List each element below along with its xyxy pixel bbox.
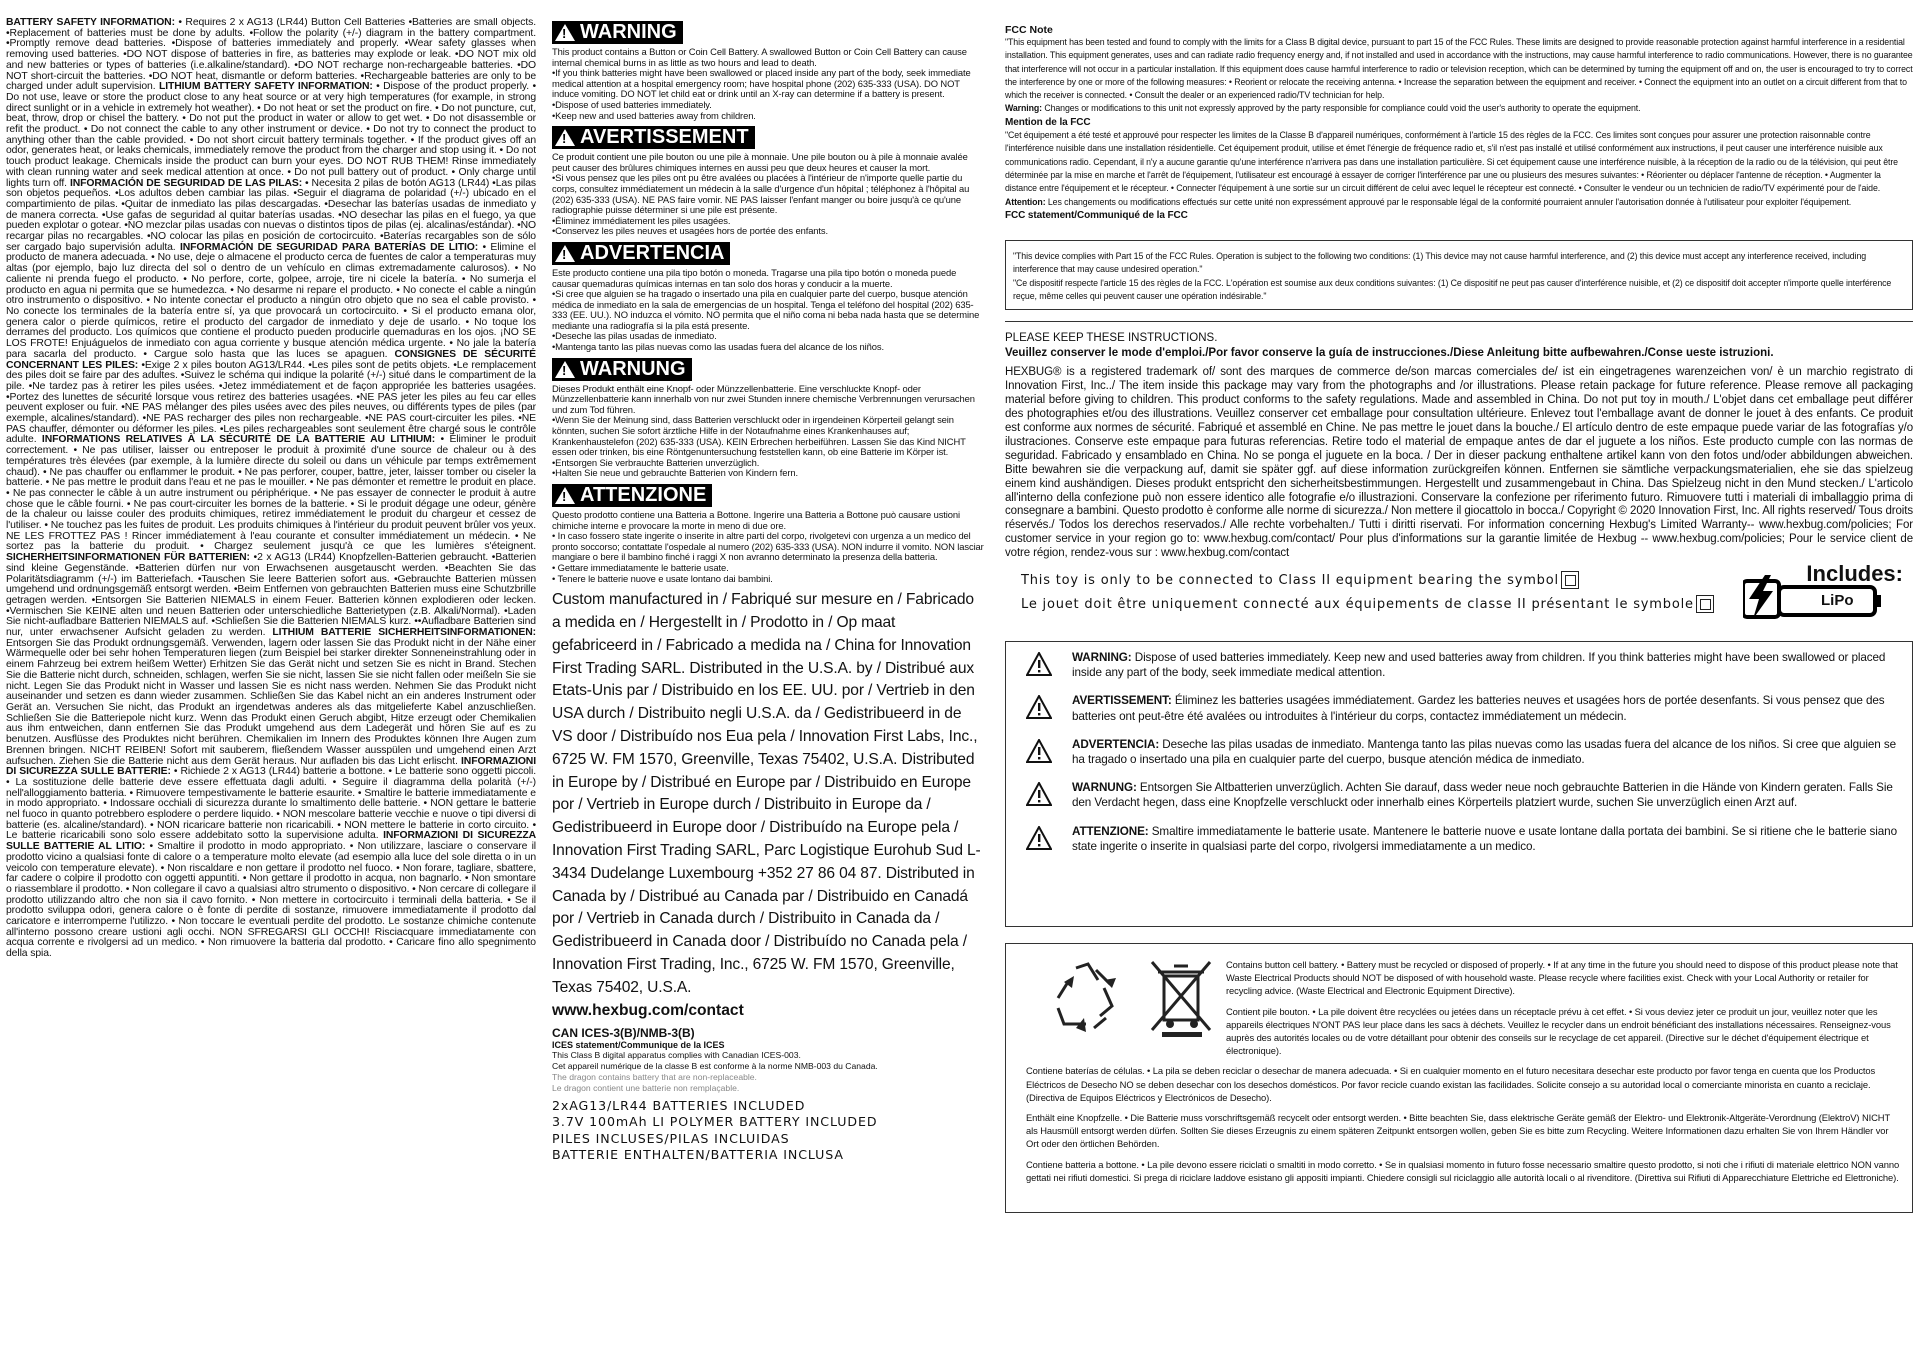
recycling-icons (1046, 958, 1216, 1038)
warning-title: ATTENZIONE (580, 484, 707, 506)
warning-label: ATTENZIONE: (1072, 824, 1149, 838)
safety-text: • Éliminer le produit correctement. • Ne pas utiliser, laisser ou entreposer le produit à proximité d'une source de chaleur ou à des températures très élevées (par exemple, à la lumière directe du soleil ou dans un véhicule par temps extrêmement chaud). • Ne pas chauffer ou enflammer le produit. • Ne pas perforer, couper, battre, jeter, laisser tomber ou ciseler la batterie. • Ne pas mettre le produit dans l'eau et ne pas le mouiller. • Ne pas démonter et remettre le produit en place. • Ne pas connecter le câble à un autre instrument ou périphérique. • Ne pas essayer de connecter le produit à autre chose que le câble fourni. • Ne pas court-circuiter les bornes de la batterie. • Si le produit dégage une odeur, génère de la chaleur ou laisse couler des produits chimiques, retirez immédiatement le produit du chargeur et cessez de l'utiliser. • Ne touchez pas les fuites de produit. Les produits chimiques à l'intérieur du produit peuvent brûler vos yeux. NE LES FROTTEZ PAS ! Rincer immédiatement à l'eau courante et consulter immédiatement un médecin. • Ne sortez pas la batterie du produit. • Chargez seulement jusqu'à ce que les lumières s'éteignent. (6, 434, 536, 553)
fcc-note-title: FCC Note (1005, 24, 1053, 36)
warnings-list (552, 21, 984, 584)
warning-row (1016, 693, 1902, 723)
warning-heading (552, 242, 730, 265)
warning-line: •Deseche las pilas usadas de inmediato. (552, 330, 717, 342)
warning-line: •Entsorgen Sie verbrauchte Batterien unverzüglich. (552, 456, 760, 468)
warning-title: ADVERTENCIA (580, 241, 725, 264)
manufacture-info: Custom manufactured in / Fabriqué sur mesure en / Fabricado a medida en / Hergestellt in / Prodotto in / Op maat gefabriceerd in / Fabricado a medida na / China for Innovation First Trading SARL. Distributed in the U.S.A. by / Distribué aux Etats-Unis par / Distribuido en los EE. UU. por / Vertrieb in den USA durch / Distribuito negli U.S.A. da / Gedistribueerd in de VS door / Distribuído nos Eua pela / Innovation First Labs, Inc., 6725 W. FM 1570, Greenville, Texas 75402, U.S.A. Distributed in Europe by / Distribué en Europe par / Distribuido en Europe por / Vertrieb in Europe durch / Distribuito in Europe da / Gedistribueerd in Europe door / Distribuído na Europe pela / Innovation First Trading SARL, Parc Logistique Eurohub Sud L-3434 Dudelange Luxembourg +352 27 86 04 87. Distributed in Canada by / Distribué au Canada par / Distribuido en Canadá por / Vertrieb in Canada durch / Distribuito in Canada da / Gedistribueerd in Canada door / Distribuído no Canada pela / Innovation First Trading, Inc., 6725 W. FM 1570, Greenville, Texas 75402, U.S.A. (552, 591, 981, 996)
fcc-statement-title: FCC statement/Communiqué de la FCC (1005, 209, 1188, 221)
warning-label: WARNING: (1072, 651, 1132, 665)
warning-body (552, 384, 984, 479)
safety-text: Entsorgen Sie das Produkt ordnungsgemäß. Verwenden, lagern oder lassen Sie das Produkt nicht in der Nähe einer Wärmequelle oder bei sehr hohen Temperaturen liegen (zum Beispiel bei starker direkter Sonneneinstrahlung oder in einem Fahrzeug bei extrem heißem Wetter) Erhitzen Sie das Gerät nicht und setzen Sie es nicht in Brand. Stechen Sie die Batterie nicht durch, schneiden, schlagen, werfen Sie sie nicht, lassen Sie sie nicht fallen oder meißeln Sie sie nicht. Legen Sie das Produkt nicht in Wasser und lassen Sie es nicht nass werden. Nehmen Sie das Produkt nicht auseinander und setzen es dann wieder zusammen. Schließen Sie das Kabel nicht an ein anderes Instrument oder Gerät an. Versuchen Sie nicht, das Produkt an irgendetwas anderes als das mitgelieferte Kabel anzuschließen. Schließen Sie die Batteriepole nicht kurz. Wenn das Produkt einen Geruch abgibt, Hitze erzeugt oder Chemikalien aus ihm entweichen, dann entfernen Sie das Produkt umgehend aus dem Ladegerät und hören Sie auf es zu benutzen. Ausflüsse des Produktes nicht berühren. Chemikalien im Innern des Produktes können Ihre Augen zum Brennen bringen. NICHT REIBEN! Sofort mit sauberem, fließendem Wasser ausspülen und umgehend einen Arzt aufsuchen. Ziehen Sie die Batterie nicht aus dem Gerät heraus. Nur aufladen bis das Licht erlischt. (6, 637, 536, 767)
warning-line: •Mantenga tanto las pilas nuevas como las usadas fuera del alcance de los niños. (552, 341, 884, 353)
warning-message: Entsorgen Sie Altbatterien unverzüglich. Achten Sie darauf, dass weder neue noch gebrauchte Batterien in die Hände von Kindern geraten. Falls Sie den Verdacht hegen, dass eine Knopfzelle verschluckt oder innerhalb eines Körperteils platziert wurde, suchen Sie unverzüglich einen Arzt auf. (1072, 781, 1893, 810)
warning-heading (552, 484, 712, 507)
class2-en-text: This toy is only to be connected to Class II equipment bearing the symbol (1021, 572, 1559, 588)
safety-heading: LITHIUM BATTERY SAFETY INFORMATION: (158, 81, 373, 93)
class2-symbol-icon (1561, 571, 1579, 589)
keep-instructions-title: PLEASE KEEP THESE INSTRUCTIONS. (1005, 332, 1218, 345)
fcc-statement-en: "This device complies with Part 15 of the FCC Rules. Operation is subject to the following two conditions: (1) This device may not cause harmful interference, and (2) this device must accept any interference received, including interference that may cause undesired operation." (1013, 251, 1867, 275)
warning-title: WARNUNG (580, 357, 686, 380)
keep-instructions-sub: Veuillez conserver le mode d'emploi./Por favor conserve la guía de instrucciones./Diese Anleitung bitte aufbewahren./Conse ueste istruzioni. (1005, 347, 1774, 360)
fcc-warning-text: Changes or modifications to this unit not expressly approved by the party responsible for compliance could void the user's authority to operate the equipment. (1042, 103, 1641, 114)
battery-included-line: BATTERIE ENTHALTEN/BATTERIA INCLUSA (552, 1147, 844, 1163)
warning-text (1072, 650, 1902, 680)
ices-heading: CAN ICES-3(B)/NMB-3(B) (552, 1025, 695, 1040)
warning-line: •If you think batteries might have been swallowed or placed inside any part of the body, seek immediate medical attention at a hospital emergency room; have hospital phone (202) 635-333 (USA). DO NOT induce vomiting. DO NOT let child eat or drink until an X-ray can determine if a battery is present. (552, 67, 971, 100)
recycling-box (1005, 943, 1913, 1213)
battery-safety-text (6, 18, 536, 960)
warning-title: WARNING (580, 21, 677, 43)
safety-text: • Elimine el producto de manera adecuada. • No use, deje o almacene el producto cerca de fuentes de calor a temperaturas muy altas (por ejemplo, bajo luz directa del sol o dentro de un vehículo en climas extremadamente calurosos). • No caliente ni prenda fuego el producto. • No perfore, corte, golpee, arroje, tire ni cicele la batería. • No sumerja el producto en agua ni permita que se humedezca. • No desarme ni repare el producto. • No conecte el cable a ningún otro instrumento o dispositivo. • No intente conectar el producto a ningún otro objeto que no sea el cable provisto. • No conecte los terminales de la batería entre sí, ya que provocará un cortocircuito. • Si el producto emana olor, genera calor o pierde químicos, retire el producto del cargador de inmediato y deje de usarlo. • No toque los derrames del producto. Los químicos que contiene el producto pueden producirle quemaduras en los ojos. ¡NO SE LOS FROTE! Enjuáguelos de inmediato con agua corriente y busque atención médica urgente. • No jale la batería para sacarla del producto. • Cargue solo hasta que las luces se apaguen. (6, 241, 536, 360)
safety-heading: INFORMAZIONI DI SICUREZZA SULLE BATTERIE: (6, 755, 536, 778)
includes-label: Includes: (1806, 561, 1903, 587)
warning-line: Ce produit contient une pile bouton ou une pile à monnaie. Une pile bouton ou à pile à monnaie avalée peut causer des brûlures chimiques internes en aussi peu que deux heures et causer la mort. (552, 151, 968, 173)
warnings-column (552, 18, 984, 1348)
warning-row (1016, 737, 1902, 767)
safety-text: • Requires 2 x AG13 (LR44) Button Cell Batteries •Batteries are small objects. •Replacement of batteries must be done by adults. •Follow the polarity (+/-) diagram in the battery compartment. •Promptly remove dead batteries. •Dispose of batteries immediately and properly. •Wear safety glasses when removing used batteries. •DO NOT dispose of batteries in fire, as batteries may explode or leak. •DO NOT mix old and new batteries or types of batteries (i.e.alkaline/standard). •DO NOT recharge non-rechargeable batteries. •DO NOT short-circuit the batteries. •DO NOT heat, dismantle or deform batteries. •Rechargeable batteries are only to be charged under adult supervision. (6, 18, 536, 93)
warning-line: Dieses Produkt enthält eine Knopf- oder Münzzellenbatterie. Eine verschluckte Knopf- oder Münzzellenbatterie kann innerhalb von nur zwei Stunden innere chemische Verbrennungen verursachen und zum Tod führen. (552, 382, 975, 415)
warning-text (1072, 693, 1902, 723)
warning-line: Este producto contiene una pila tipo botón o moneda. Tragarse una pila tipo botón o moneda puede causar quemaduras químicas internas en tan solo dos horas y conducir a la muerte. (552, 266, 957, 289)
fcc-attention-label: Attention: (1005, 196, 1046, 207)
class2-fr-text: Le jouet doit être uniquement connecté aux équipements de classe II présentant le symbole (1021, 596, 1694, 612)
safety-heading: INFORMAZIONI DI SICUREZZA SULLE BATTERIE AL LITIO: (6, 830, 536, 853)
recycling-paragraph: Contains button cell battery. • Battery must be recycled or disposed of properly. • If at any time in the future you should need to dispose of this product please note that Waste Electrical Products should NOT be disposed of with household waste. Please recycle where facilities exist. Check with your Local Authority or retailer for recycling advice. (Waste Electrical and Electronic Equipment Directive). (1226, 959, 1898, 997)
ices-line: Cet appareil numérique de la classe B est conforme à la norme NMB-003 du Canada. (552, 1060, 878, 1071)
warning-row (1016, 780, 1902, 810)
fcc-statement-box (1005, 240, 1913, 310)
battery-safety-column (6, 18, 536, 1348)
warning-line: •Si vous pensez que les piles ont pu être avalées ou placées à l'intérieur de n'importe quelle partie du corps, consultez immédiatement un médecin à la salle d'urgence d'un hôpital ; téléphonez à l'hôpital au (202) 635-333 (USA). NE PAS faire vomir. NE PAS laisser l'enfant manger ou boire jusqu'à ce qu'une radiographie puisse déterminer si une pile est présente. (552, 172, 970, 216)
battery-warning-box (1005, 641, 1913, 927)
warning-label: ADVERTENCIA: (1072, 737, 1160, 751)
warning-line: Questo prodotto contiene una Batteria a Bottone. Ingerire una Batteria a Bottone può causare ustioni chimiche interne e provocare la morte in meno di due ore. (552, 509, 960, 531)
warning-title: AVERTISSEMENT (580, 126, 749, 149)
weee-bin-icon (1146, 958, 1216, 1038)
warning-row (1016, 650, 1902, 680)
safety-heading: SICHERHEITSINFORMATIONEN FÜR BATTERIEN: (6, 552, 250, 564)
warning-line: This product contains a Button or Coin Cell Battery. A swallowed Button or Coin Cell Battery can cause internal chemical burns in as little as two hours and lead to death. (552, 46, 967, 68)
warning-line: •Dispose of used batteries immediately. (552, 98, 712, 110)
safety-heading: INFORMATIONS RELATIVES À LA SÉCURITÉ DE LA BATTERIE AU LITHIUM: (41, 434, 436, 446)
lipo-label: LiPo (1821, 592, 1854, 610)
regulatory-column (1005, 18, 1913, 1348)
ices-line: This Class B digital apparatus complies with Canadian ICES-003. (552, 1049, 801, 1060)
safety-heading: LITHIUM BATTERIE SICHERHEITSINFORMATIONEN: (272, 627, 536, 639)
warning-text (1072, 824, 1902, 854)
fcc-mention-title: Mention de la FCC (1005, 116, 1091, 128)
recycling-paragraph: Contiene baterías de células. • La pila se deben reciclar o desechar de manera adecuada. • Si en cualquier momento en el futuro necesitara desechar este producto por favor tenga en cuenta que los Productos Eléctricos de Desecho NO se deben desechar con los desechos domésticos. Por favor recicle cuando existan las facilidades. Solicite consejo a su autoridad local o comerciante minorista en cuanto a reciclaje. (Directiva de Equipos Eléctricos y Electrónicos de Desecho). (1026, 1065, 1876, 1103)
fcc-warning-label: Warning: (1005, 103, 1042, 114)
warning-message: Éliminez les batteries usagées immédiatement. Gardez les batteries neuves et usagées hors de portée desenfants. Si vous pensez que des batteries ont peut-être été avalées ou introduites à l'intérieur du corps, contactez immédiatement un médecin. (1072, 694, 1885, 723)
safety-heading: BATTERY SAFETY INFORMATION: (6, 18, 175, 28)
trademark-text: HEXBUG® is a registered trademark of/ sont des marques de commerce de/son marcas comerciales de/ ist ein eingetragenes warenzeichen von/ è un marchio registrato di Innovation First, Inc../ The item inside this package may vary from the photographs and /or illustrations. Please retain package for future reference. Please remove all packaging material before giving to children. This product conforms to the safety regulations. Made and assembled in China. Do not put toy in mouth./ L'objet dans cet emballage peut différer des photographies et/ou des illustrations. Veuillez conserver cet emballage pour consultation ultérieure. Enlevez tout l'emballage avant de donner le jouet à des enfants. Ce produit est conforme aux normes de sécurité. Fabriqué et assemblé en Chine. Ne pas mettre le jouet dans la bouche./ El artículo dentro de este empaque puede variar de las fotografías y/o ilustraciones. Conserve este empaque para futuras referencias. Retire todo el material de empaque antes de dar el juguete a los niños. Este producto cumple con las normas de seguridad. Fabricado y ensamblado en China. No se ponga el juguete en la boca. / Der in dieser packung enthaltene artikel kann von den fotos und/oder abbildungen abweichen. Bitte bewahren sie die verpackung auf, damit sie später ggf. auf diese information zurückgreifen können. Entfernen sie sämtliche verpackungsmaterialien, ehe sie das spielzeug einem kind aushändigen. Dieses produkt entspricht den sicherheitsbestimmungen. Hergestellt und zusammengebaut in China. Das Spielzeug nicht in den Mund stecken./ L'articolo all'interno della confezione può non essere identico alle fotografie e/o illustrazioni. Conservare la confezione per riferimento futuro. Rimuovere tutti i materiali di imballaggio prima di consegnare a bambini. Questo prodotto è conforme alle norme di sicurezza./ Non mettere il giocattolo in bocca./ Copyright © 2020 Innovation First, Inc. All rights reserved/ Tous droits réservés./ Todos los derechos reservados./ Alle rechte vorbehalten./ Tutti i diritti riservati. For information concerning Hexbug's Limited Warranty-- www.hexbug.com/policies; For customer service in your region go to: www.hexbug.com/contact/ Pour plus d'informations sur la garantie limitée de Hexbug -- www.hexbug.com/policies; Pour le service client de votre région, rendez-vous sur : www.hexbug.com/contact (1005, 366, 1913, 560)
recycling-paragraph: Enthält eine Knopfzelle. • Die Batterie muss vorschriftsgemäß recycelt oder entsorgt werden. • Bitte beachten Sie, dass elektrische Geräte gemäß der Elektro- und Elektronik-Altgeräte-Verordnung (ElektroV) NICHT als Hausmüll entsorgt werden dürfen. Sollten Sie dieses Erzeugnis zu einem späteren Zeitpunkt entsorgen wollen, geben Sie es bitte zum Recycling. Weitere Informationen dazu erhalten Sie von Ihrem Händler vor Ort oder den örtlichen Behörden. (1026, 1112, 1890, 1150)
safety-text: • Smaltire il prodotto in modo appropriato. • Non utilizzare, lasciare o conservare il prodotto vicino a qualsiasi fonte di calore o a temperature molto elevate (ad esempio alla luce del sole diretta o in un veicolo con temperature elevate). • Non riscaldare e non gettare il prodotto nel fuoco. • Non forare, tagliare, sbattere, far cadere o colpire il prodotto con oggetti appuntiti. • Non gettare il prodotto in acqua, non bagnarlo. • Non smontare o riassemblare il prodotto. • Non collegare il cavo a qualsiasi altro strumento o dispositivo. • Non cercare di collegare il prodotto utilizzando altro che non sia il cavo fornito. • Non mettere in cortocircuito i terminali della batteria. • Se il prodotto sviluppa odori, genera calore o è fonte di perdite di sostanze, rimuovere immediatamente il prodotto dal caricatore e interromperne l'utilizzo. • Non toccare le eventuali perdite del prodotto. Le sostanze chimiche contenute all'interno possono creare ustioni agli occhi. NON SFREGARSI GLI OCCHI! Risciacquare immediatamente con acqua corrente e rivolgersi ad un medico. • Non rimuovere la batteria dal prodotto. • Caricare fino allo spegnimento della spia. (6, 841, 536, 960)
contact-url[interactable]: www.hexbug.com/contact (552, 1001, 744, 1019)
recycling-paragraph: Contiene batteria a bottone. • La pile devono essere riciclati o smaltiti in modo corretto. • Se in qualsiasi momento in futuro fosse necessario smaltire questo prodotto, si noti che i rifiuti di materiale elettrico NON vanno gettati nei rifiuti domestici. Si prega di riciclare laddove esistano gli appositi impianti. Chiedere consigli sul riciclaggio alle autorità locali o al rivenditore. (Direttiva sui Rifiuti di Apparecchiature Elettriche ed Elettroniche). (1026, 1158, 1900, 1183)
safety-text: • Richiede 2 x AG13 (LR44) batterie a bottone. • Le batterie sono oggetti piccoli. • La sostituzione delle batterie deve essere effettuata dagli adulti. • Seguire il diagramma della polarità (+/-) nell'alloggiamento batteria. • Rimuovere tempestivamente le batterie esaurite. • Smaltire le batterie immediatamente e in modo appropriato. • Indossare occhiali di sicurezza durante lo smaltimento delle batterie. • NON gettare le batterie nel fuoco in quanto potrebbero esplodere o perdere liquido. • NON mescolare batterie vecchie e nuove o tipi diversi di batterie (es. alcaline/standard). • NON ricaricare batterie non ricaricabili. • NON mettere le batterie in corto circuito. • Le batterie ricaricabili sono solo essere addebitato sotto la supervisione adulta. (6, 766, 536, 842)
recycle-icon (1046, 958, 1126, 1036)
warning-body (552, 268, 984, 353)
warning-line: •Si cree que alguien se ha tragado o insertado una pila en cualquier parte del cuerpo, busque atención médica de inmediato en la sala de emergencias de un hospital. Tenga el teléfono del hospital (202) 635-333 (EE. UU.). NO induzca el vómito. NO permita que el niño coma ni beba nada hasta que se determine mediante una radiografía si la pila está presente. (552, 288, 980, 331)
warning-message: Deseche las pilas usadas de inmediato. Mantenga tanto las pilas nuevas como las usadas fuera del alcance de los niños. Si cree que alguien se ha tragado o insertado una pila en cualquier parte del cuerpo, busque atención médica de inmediato. (1072, 737, 1896, 767)
safety-text: •2 x AG13 (LR44) Knopfzellen-Batterien gebraucht. •Batterien sind kleine Gegenstände. •Batterien dürfen nur von Erwachsenen ausgetauscht werden. •Beachten Sie das Polaritätsdiagramm (+/-) im Batteriefach. •Tauschen Sie leere Batterien sofort aus. •Gebrauchte Batterien müssen umgehend und ordnungsgemäß entsorgt werden. •Beim Entfernen von gebrauchten Batterien muss eine Schutzbrille getragen werden. •Entsorgen Sie Batterien NIEMALS in einem Feuer. Batterien können explodieren oder lecken. •Vermischen Sie KEINE alten und neuen Batterien oder unterschiedliche Batterietypen (z.B. Alkali/Normal). •Laden Sie nicht-aufladbare Batterien NIEMALS auf. •Schließen Sie die Batterien NIEMALS kurz. ••Aufladbare Batterien sind nur, unter erwachsener Aufsicht geladen zu werden. (6, 552, 536, 639)
class2-row (1005, 561, 1913, 629)
warning-heading (552, 21, 683, 44)
battery-note: Le dragon contient une batterie non remplaçable. (552, 1082, 740, 1093)
battery-included-line: 2xAG13/LR44 BATTERIES INCLUDED (552, 1097, 806, 1113)
warning-triangle-icon (555, 487, 575, 504)
warning-line: •Éliminez immédiatement les piles usagées. (552, 214, 731, 226)
warning-line: • In caso fossero state ingerite o inserite in altre parti del corpo, rivolgetevi con urgenza a un medico del pronto soccorso; contattate l'ospedale al numero (202) 635-333 (USA). NON indurre il vomito. NON lasciar mangiare o bere il bambino finché i raggi X non avranno determinato la presenza della batteria. (552, 530, 984, 563)
warning-line: • Gettare immediatamente le batterie usate. (552, 561, 729, 573)
safety-text: •Exige 2 x piles bouton AG13/LR44. •Les piles sont de petits objets. •Le remplacement des piles doit se faire par des adultes. •Suivez le schéma qui indique la polarité (+/-) situé dans le compartiment de la pile. •Ne tardez pas à retirer les piles usées. •Jetez immédiatement et de façon appropriée les batteries usagées. •Portez des lunettes de sécurité lorsque vous retirez des batteries usagées. •NE PAS jeter les piles au feu car elles peuvent exploser ou fuir. •NE PAS mélanger des piles usées avec des piles neuves, ou différents types de piles (par exemple, alcalines/standard). •NE PAS recharger des piles non rechargeable. •NE PAS court-circuiter les piles. •NE PAS chauffer, démonter ou déformer les piles. •Les piles rechargeables sont seulement être chargé sous le contrôle adulte. (6, 359, 536, 446)
warning-body (552, 47, 984, 121)
warning-body (552, 152, 984, 237)
warning-triangle-icon (555, 361, 575, 378)
warning-line: •Keep new and used batteries away from children. (552, 109, 756, 121)
ices-subheading: ICES statement/Communique de la ICES (552, 1039, 725, 1050)
warning-body (552, 510, 984, 584)
class2-fr (1021, 595, 1714, 613)
safety-heading: INFORMACIÓN DE SEGURIDAD DE LAS PILAS: (69, 177, 303, 189)
warning-heading (552, 358, 692, 381)
fcc-statement-fr: "Ce dispositif respecte l'article 15 des règles de la FCC. L'opération est soumise aux deux conditions suivantes: (1) Ce dispositif ne peut pas causer d'interférence nuisible, et (2) ce dispositif doit accepter n'importe quelle interférence reçue, même celles qui peuvent causer une opération indésirable." (1013, 277, 1892, 302)
warning-triangle-icon (555, 24, 575, 41)
class2-symbol-icon (1696, 595, 1714, 613)
safety-text: • Necesita 2 pilas de botón AG13 (LR44) •Las pilas son objetos pequeños. •Los adultos deben cambiar las pilas. •Seguir el diagrama de polaridad (+/-) ubicado en el compartimiento de pilas. •Quitar de inmediato las pilas descargadas. •Desechar las baterías usadas de inmediato y de manera correcta. •Use gafas de seguridad al quitar baterías usadas. •NO desechar las pilas en el fuego, ya que pueden explotar o gotear. •NO mezclar pilas usadas con nuevas o distintos tipos de pilas (ej. alcalinas/estándar). •NO recargar pilas no recargables. •NO colocar las pilas en posición de cortocircuito. •Baterías recargables son de sólo ser cargado bajo supervisión adulta. (6, 177, 536, 253)
safety-text: • Dispose of the product properly. • Do not use, leave or store the product close to any heat source or at very high temperatures (for example, in strong direct sunlight or in a vehicle in extremely hot weather). • Do not heat or set the product on fire. • Do not puncture, cut, beat, throw, drop or chisel the battery. • Do not put the product in water or allow to get wet. • Do not disassemble or refit the product. • Do not connect the cable to any other instrument or device. • Do not try to connect the product to anything other than the cable provided. • Do not short circuit battery terminals together. • If the product gives off an odor, generates heat, or leaks chemicals, immediately remove the product from the charger and stop using it. • Do not touch product leakage. Chemicals inside the product can burn your eyes. DO NOT RUB THEM! Rinse immediately with clean running water and seek medical attention at once. • Do not pull battery out of product. • Only charge until lights turn off. (6, 81, 536, 189)
battery-included-line: 3.7V 100mAh LI POLYMER BATTERY INCLUDED (552, 1114, 878, 1130)
warning-line: • Tenere le batterie nuove e usate lontano dai bambini. (552, 572, 773, 584)
warning-line: •Wenn Sie der Meinung sind, dass Batterien verschluckt oder in irgendeinen Körperteil gelangt sein könnten, suchen Sie sofort ärztliche Hilfe in der Notaufnahme eines Krankenhauses auf; Krankenhaustelefon (202) 635-333 (USA). KEIN Erbrechen herbeiführen. Lassen Sie das Kind NICHT essen oder trinken, bis eine Röntgenuntersuchung feststellen kann, ob eine Batterie im Körper ist. (552, 414, 966, 458)
warning-row (1016, 824, 1902, 854)
warning-triangle-icon (555, 245, 575, 262)
warning-label: WARNUNG: (1072, 781, 1137, 795)
battery-note: The dragon contains battery that are non-replaceable. (552, 1071, 757, 1082)
warning-text (1072, 737, 1902, 767)
warning-message: Dispose of used batteries immediately. Keep new and used batteries away from children. If you think batteries might have been swallowed or placed inside any part of the body, seek immediate medical attention. (1072, 651, 1886, 680)
divider (1005, 321, 1913, 322)
safety-heading: INFORMACIÓN DE SEGURIDAD PARA BATERÍAS DE LITIO: (179, 241, 479, 253)
battery-included-line: PILES INCLUSES/PILAS INCLUIDAS (552, 1130, 790, 1146)
warning-message: Smaltire immediatamente le batterie usate. Mantenere le batterie nuove e usate lontane dalla portata dei bambini. Se si ritiene che le batterie siano state ingerite o inserite in qualsiasi parte del corpo, rivolgersi immediatamente a un medico. (1072, 824, 1897, 853)
includes-lipo (1743, 561, 1913, 619)
warning-triangle-icon (555, 129, 575, 146)
warning-label: AVERTISSEMENT: (1072, 694, 1172, 708)
warning-heading (552, 126, 755, 149)
warning-text (1072, 780, 1902, 810)
battery-included-list (552, 1098, 984, 1164)
recycling-paragraph: Contient pile bouton. • La pile doivent être recyclées ou jetées dans un réceptacle prévu à cet effet. • Si vous deviez jeter ce produit un jour, veuillez noter que les appareils électriques N'ONT PAS leur place dans les sacs à déchets. Veuillez le recycler dans un endroit bénéficiant des installations nécessaires. Renseignez-vous auprès des autorités locales ou de votre détaillant pour obtenir des conseils sur le recyclage de cet appareil. (Directive sur le déchet d'équipement électrique et électronique). (1226, 1005, 1891, 1057)
warning-line: •Conservez les piles neuves et usagées hors de portée des enfants. (552, 225, 829, 237)
fcc-warning (1005, 102, 1913, 115)
fcc-attention-text: Les changements ou modifications effectués sur cette unité non expressément approuvé par le responsable légal de la conformité pourraient annuler l'autorisation donnée à l'utilisateur pour exploiter l'équipement. (1045, 196, 1852, 207)
warning-line: •Halten Sie neue und gebrauchte Batterien von Kindern fern. (552, 467, 798, 479)
class2-en (1021, 571, 1714, 589)
fcc-attention (1005, 196, 1913, 209)
safety-heading: CONSIGNES DE SÉCURITÉ CONCERNANT LES PILES: (6, 348, 536, 371)
lipo-battery-icon (1743, 573, 1883, 619)
fcc-mention-text: "Cet équipement a été testé et approuvé pour respecter les limites de la Classe B d'appareil numériques, conformément à l'article 15 des règles de la FCC. Ces limites sont conçues pour assurer une protection raisonnable contre l'interférence nuisible dans une installation résidentielle. Cet équipement produit, utilise et émet l'énergie de fréquence radio et, s'il n'est pas installé et utilisé conformément aux instructions, il peut causer une interférence nuisible aux communications radio. Cependant, il n'y a aucune garantie qu'une interférence n'arrivera pas dans une installation particulière. Si cet équipement cause une interférence nuisible, à la réception de la radio ou de la télévision, qui peut être déterminée par la mise en marche et l'arrêt de l'équipement, l'utilisateur est encouragé à essayer de corriger l'interférence par une ou plusieurs des mesures suivantes: • Réorienter ou déplacer l'antenne de réception. • Augmenter la distance entre l'équipement et le récepteur. • Connecter l'équipement à une sortie sur un circuit différent de celui avec lequel le récepteur est connecté. • Consulter le vendeur ou un technicien de radio/TV expérimenté pour de l'aide. (1005, 130, 1898, 194)
fcc-note-text: "This equipment has been tested and found to comply with the limits for a Class B digital device, pursuant to part 15 of the FCC Rules. These limits are designed to provide reasonable protection against harmful interference in a residential installation. This equipment generates, uses and can radiate radio frequency energy and, if not installed and used in accordance with the instructions, may cause harmful interference to radio communications. However, there is no guarantee that interference will not occur in a particular installation. If this equipment does cause harmful interference to radio or television reception, which can be determined by turning the equipment off and on, the user is encouraged to try to correct the interference by one or more of the following measures: • Reorient or relocate the receiving antenna. • Increase the separation between the equipment and receiver. • Connect the equipment into an outlet on a circuit different from that to which the receiver is connected. • Consult the dealer or an experienced radio/TV technician for help. (1005, 37, 1913, 101)
